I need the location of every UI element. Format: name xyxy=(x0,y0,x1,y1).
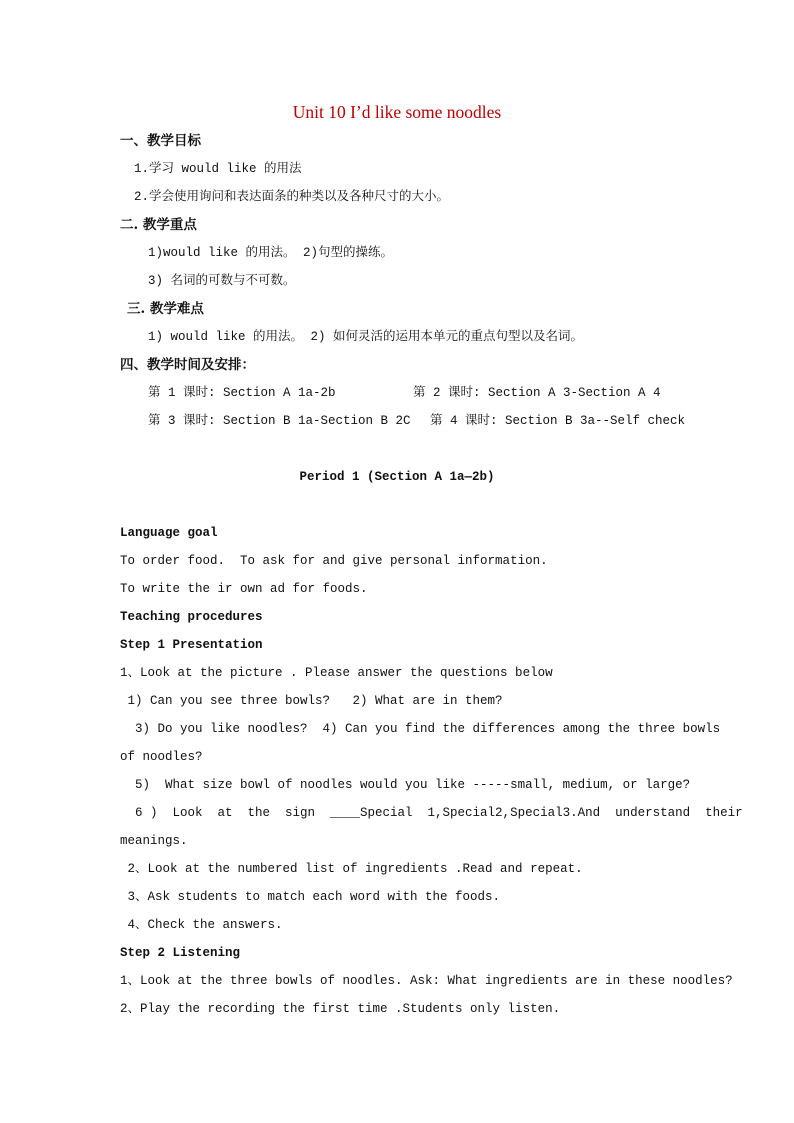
step1-line: 1) Can you see three bowls? 2) What are in them? xyxy=(120,694,503,708)
step2-heading: Step 2 Listening xyxy=(120,946,241,960)
step2-line: 2、Play the recording the first time .Students only listen. xyxy=(120,1002,561,1016)
document-title: Unit 10 I’d like some noodles xyxy=(292,102,502,122)
schedule-item: 第 2 课时: Section A 3-Section A 4 xyxy=(413,386,661,400)
language-goal-heading: Language goal xyxy=(120,526,218,540)
key-point-item: 3) 名词的可数与不可数。 xyxy=(148,274,296,288)
section-heading-difficulties: 三. 教学难点 xyxy=(127,301,204,317)
objective-item: 2.学会使用询问和表达面条的种类以及各种尺寸的大小。 xyxy=(134,190,450,204)
goal-line: To write the ir own ad for foods. xyxy=(120,582,368,596)
schedule-item: 第 1 课时: Section A 1a-2b xyxy=(148,386,336,400)
step1-line: 3) Do you like noodles? 4) Can you find the differences among the three bowls xyxy=(120,722,721,736)
step1-line: 1、Look at the picture . Please answer the questions below xyxy=(120,666,553,680)
schedule-item: 第 3 课时: Section B 1a-Section B 2C xyxy=(148,414,411,428)
section-heading-schedule: 四、教学时间及安排： xyxy=(120,357,255,373)
goal-line: To order food. To ask for and give personal information. xyxy=(120,554,548,568)
section-heading-objectives: 一、教学目标 xyxy=(120,133,201,149)
key-point-item: 1)would like 的用法。 2)句型的操练。 xyxy=(148,246,394,260)
step1-line: 3、Ask students to match each word with the foods. xyxy=(120,890,501,904)
section-heading-key-points: 二. 教学重点 xyxy=(120,217,197,233)
period-heading: Period 1 (Section A 1a—2b) xyxy=(299,470,495,484)
schedule-item: 第 4 课时: Section B 3a--Self check xyxy=(430,414,686,428)
step1-line: 6 ) Look at the sign ____Special 1,Special2,Special3.And understand their xyxy=(120,806,743,820)
step1-heading: Step 1 Presentation xyxy=(120,638,263,652)
teaching-procedures-heading: Teaching procedures xyxy=(120,610,263,624)
step1-line: 4、Check the answers. xyxy=(120,918,283,932)
step2-line: 1、Look at the three bowls of noodles. Ask: What ingredients are in these noodles? xyxy=(120,974,733,988)
difficulty-item: 1) would like 的用法。 2) 如何灵活的运用本单元的重点句型以及名词。 xyxy=(148,330,584,344)
step1-line: 2、Look at the numbered list of ingredients .Read and repeat. xyxy=(120,862,583,876)
step1-line: meanings. xyxy=(120,834,188,848)
objective-item: 1.学习 would like 的用法 xyxy=(134,162,302,176)
step1-line: 5) What size bowl of noodles would you like -----small, medium, or large? xyxy=(120,778,691,792)
step1-line: of noodles? xyxy=(120,750,203,764)
